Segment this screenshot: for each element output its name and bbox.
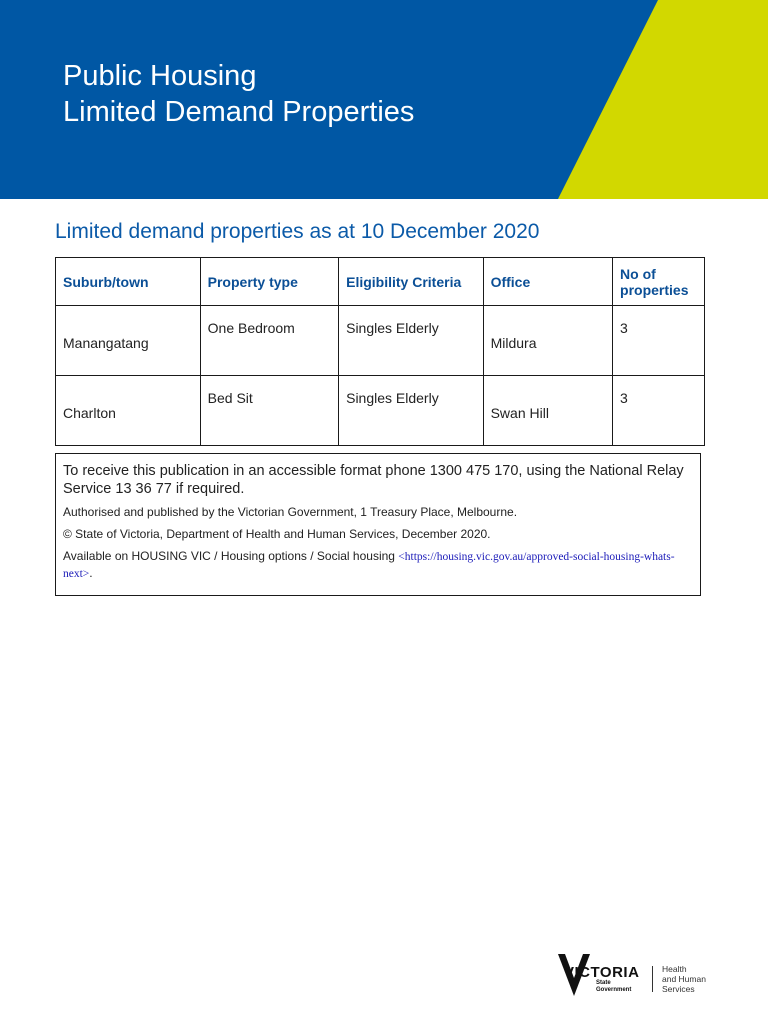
- department-line2: and Human: [662, 974, 706, 984]
- section-heading: Limited demand properties as at 10 December 2020: [55, 220, 540, 243]
- victoria-government-logo: [556, 950, 726, 1000]
- logo-subtitle-line1: State: [596, 980, 611, 986]
- department-name: [662, 964, 706, 994]
- department-line3: Services: [662, 984, 695, 994]
- table-header-row: [56, 258, 705, 306]
- table-row: [56, 306, 705, 376]
- availability-statement: [63, 548, 693, 582]
- logo-divider: [652, 966, 653, 992]
- accessibility-statement: To receive this publication in an accessible format phone 1300 475 170, using the National Relay Service 13 36 77 if required.: [63, 463, 684, 497]
- cell-eligibility: Singles Elderly: [339, 376, 483, 446]
- cell-count: 3: [613, 306, 705, 376]
- authorised-statement: Authorised and published by the Victorian Government, 1 Treasury Place, Melbourne.: [63, 505, 518, 519]
- column-header-eligibility: Eligibility Criteria: [339, 258, 483, 306]
- column-header-property-type: Property type: [200, 258, 338, 306]
- properties-table: [55, 257, 705, 446]
- cell-suburb: Manangatang: [56, 306, 201, 376]
- column-header-suburb: Suburb/town: [56, 258, 201, 306]
- table-row: [56, 376, 705, 446]
- cell-office: Mildura: [483, 306, 612, 376]
- housing-website-link[interactable]: <https://housing.vic.gov.au/approved-social-housing-whats-next>: [63, 551, 675, 580]
- column-header-office: Office: [483, 258, 612, 306]
- page-title-line2: Limited Demand Properties: [63, 96, 415, 128]
- page-title-line1: Public Housing: [63, 60, 257, 92]
- department-line1: Health: [662, 964, 687, 974]
- header-banner: [0, 0, 768, 199]
- cell-property-type: One Bedroom: [200, 306, 338, 376]
- column-header-count: No of properties: [613, 258, 705, 306]
- availability-prefix: Available on HOUSING VIC / Housing options / Social housing: [63, 549, 399, 563]
- logo-wordmark: VICTORIA: [564, 964, 640, 981]
- cell-office: Swan Hill: [483, 376, 612, 446]
- publication-notice: [55, 453, 701, 596]
- availability-suffix: .: [89, 566, 93, 580]
- cell-count: 3: [613, 376, 705, 446]
- page-title: [63, 58, 414, 130]
- copyright-statement: © State of Victoria, Department of Health and Human Services, December 2020.: [63, 527, 491, 541]
- cell-suburb: Charlton: [56, 376, 201, 446]
- logo-subtitle-line2: Government: [596, 987, 632, 993]
- logo-subtitle: [596, 980, 631, 994]
- cell-eligibility: Singles Elderly: [339, 306, 483, 376]
- cell-property-type: Bed Sit: [200, 376, 338, 446]
